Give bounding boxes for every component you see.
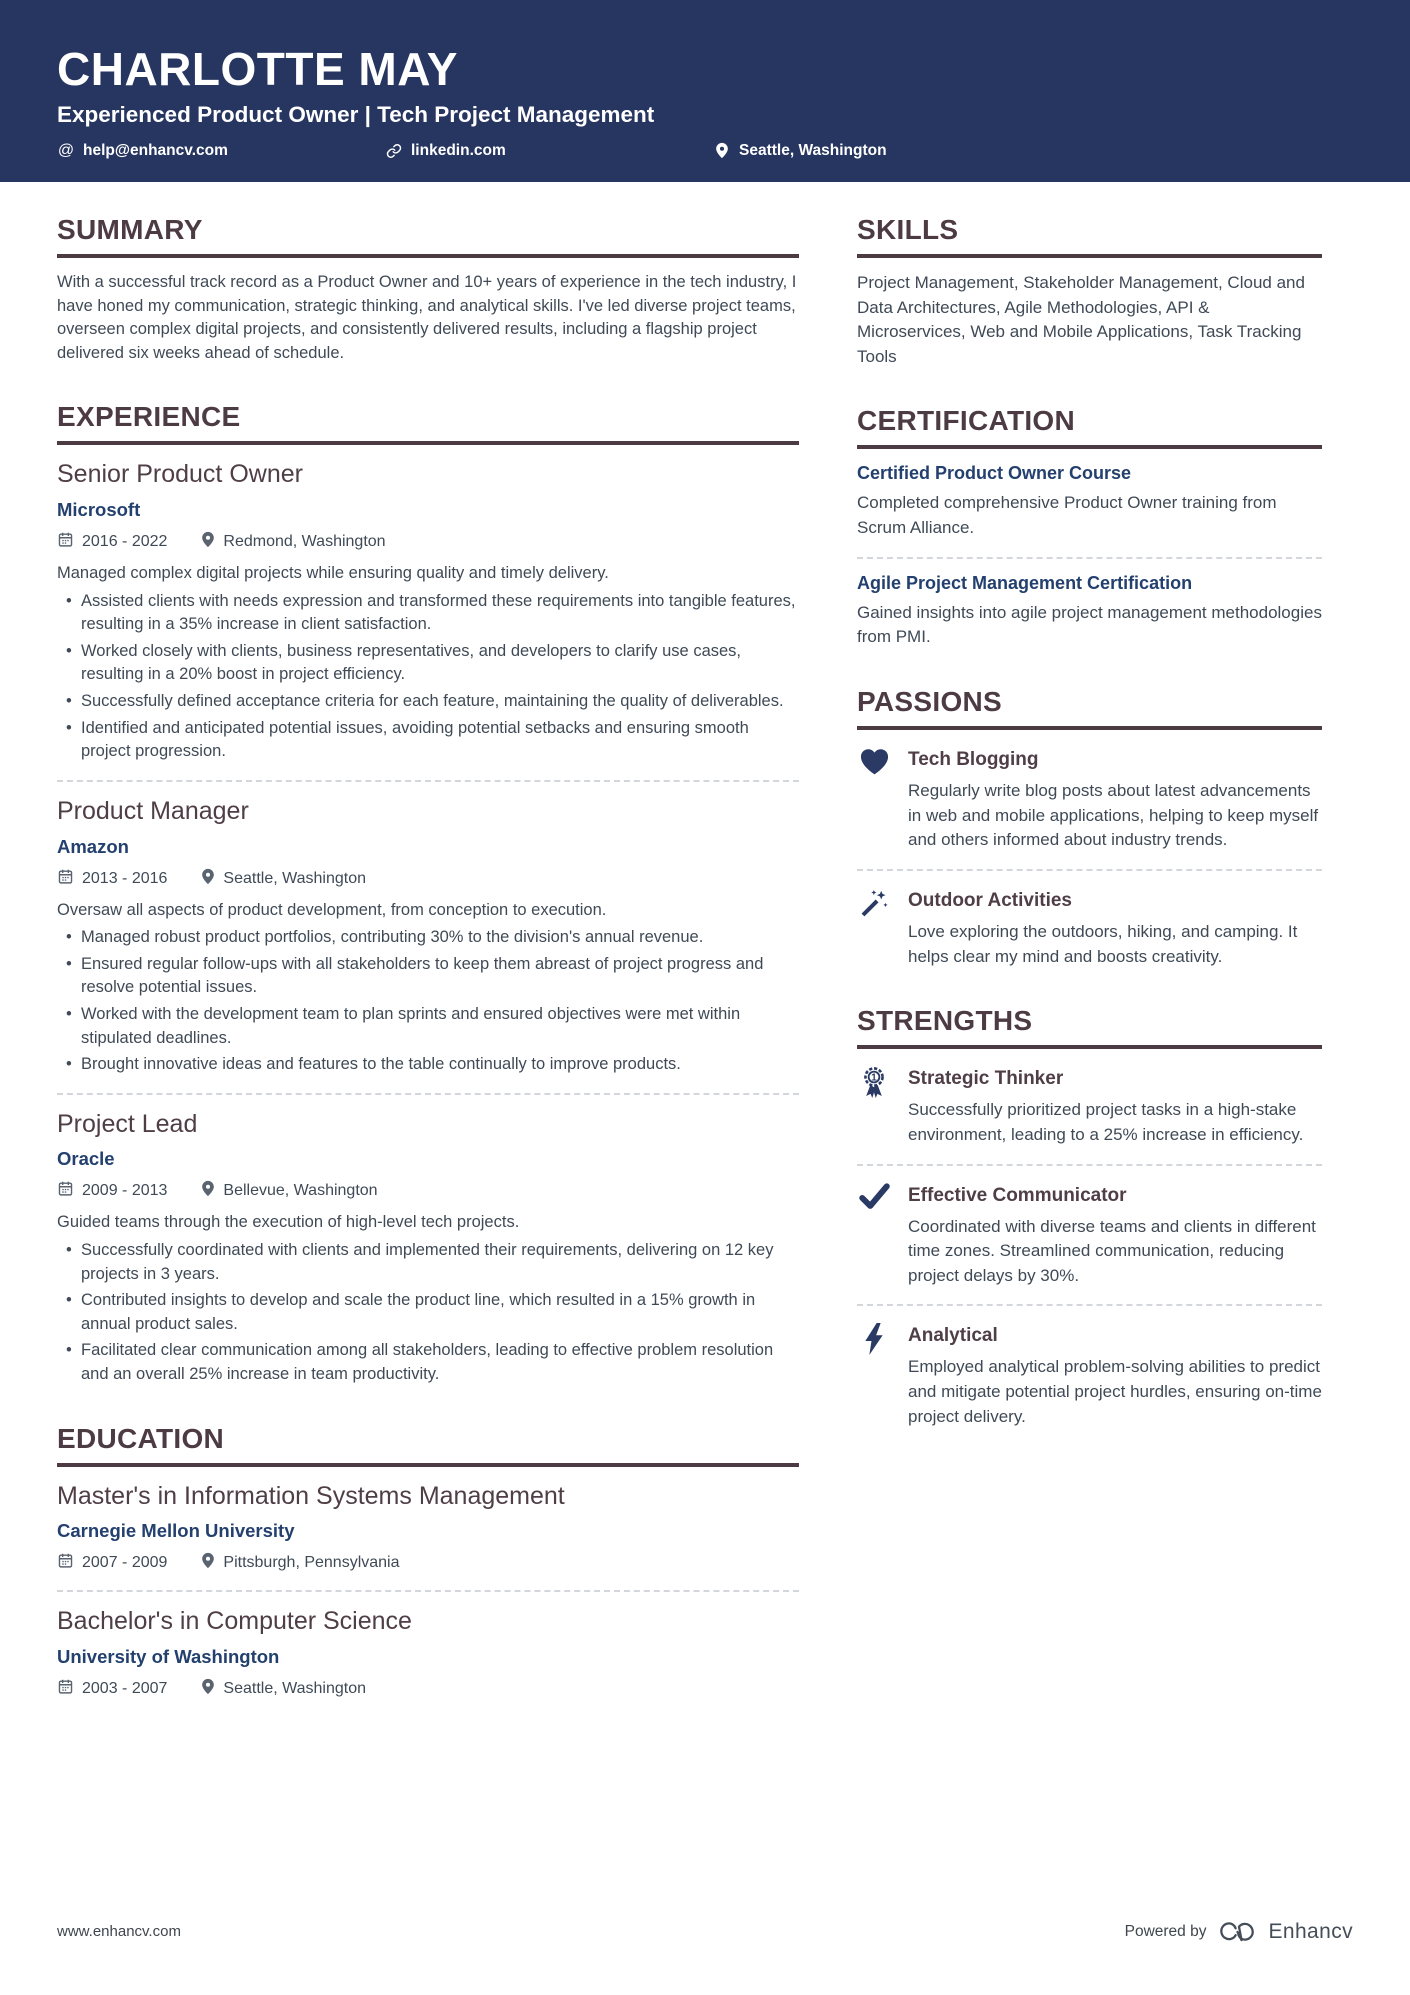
job-bullet: • Managed robust product portfolios, contributing 30% to the division's annual revenue.	[81, 926, 799, 950]
job-meta	[57, 1180, 799, 1202]
education-entry	[57, 1607, 799, 1700]
job-meta	[57, 868, 799, 890]
job-bullets	[57, 1239, 799, 1387]
education-entry	[57, 1482, 799, 1575]
strength-content	[908, 1065, 1322, 1147]
job-bullet: • Facilitated clear communication among all stakeholders, leading to effective problem resolution and an overall 25% increase in team productivity.	[81, 1339, 799, 1386]
job-dates	[57, 868, 167, 890]
education-meta	[57, 1552, 799, 1574]
experience-entry	[57, 460, 799, 764]
contact-email[interactable]	[57, 142, 385, 160]
candidate-name: CHARLOTTE MAY	[57, 43, 458, 95]
job-meta	[57, 531, 799, 553]
strength-entry	[857, 1065, 1322, 1147]
contact-linkedin[interactable]	[385, 142, 713, 160]
section-experience	[57, 401, 799, 1386]
svg-text:1: 1	[871, 1072, 877, 1084]
experience-entry	[57, 1110, 799, 1387]
location-icon	[201, 1552, 215, 1574]
company-name: Oracle	[57, 1148, 115, 1170]
strength-text: Employed analytical problem-solving abilities to predict and mitigate potential project hurdles, ensuring on-time project delivery.	[908, 1357, 1322, 1426]
dashed-divider	[57, 1590, 799, 1592]
job-bullet: • Identified and anticipated potential issues, avoiding potential setbacks and ensuring smooth project progression.	[81, 717, 799, 764]
contact-location	[713, 142, 887, 160]
dashed-divider	[857, 1164, 1322, 1166]
location-icon	[201, 1180, 215, 1202]
contact-linkedin-text: linkedin.com	[411, 141, 506, 159]
strength-title: Effective Communicator	[908, 1184, 1127, 1206]
skills-heading: SKILLS	[857, 214, 1322, 258]
dashed-divider	[857, 1304, 1322, 1306]
calendar-icon	[57, 531, 74, 553]
strength-title: Analytical	[908, 1325, 998, 1347]
company-name: Amazon	[57, 835, 129, 857]
job-bullet: • Worked with the development team to plan sprints and ensured objectives were met within stipulated deadlines.	[81, 1003, 799, 1050]
education-dates	[57, 1678, 167, 1700]
contact-row	[57, 142, 1353, 160]
section-summary	[57, 214, 799, 365]
section-strengths	[857, 1005, 1322, 1429]
job-dates	[57, 531, 167, 553]
company-name: Microsoft	[57, 499, 141, 521]
job-location-text: Redmond, Washington	[223, 533, 386, 551]
education-dates-text: 2003 - 2007	[82, 1680, 168, 1698]
job-dates-text: 2009 - 2013	[82, 1182, 168, 1200]
headline: Experienced Product Owner | Tech Project Management	[57, 101, 655, 127]
education-location-text: Seattle, Washington	[223, 1680, 367, 1698]
school-name: Carnegie Mellon University	[57, 1520, 295, 1542]
passions-heading: PASSIONS	[857, 686, 1322, 730]
job-title: Project Lead	[57, 1109, 198, 1138]
school-name: University of Washington	[57, 1646, 280, 1668]
job-bullets	[57, 590, 799, 764]
passion-title: Outdoor Activities	[908, 889, 1072, 911]
job-dates	[57, 1180, 167, 1202]
powered-by-label: Powered by	[1124, 1922, 1207, 1940]
job-bullet: • Assisted clients with needs expression and transformed these requirements into tangible features, resulting in a 35% increase in client satisfaction.	[81, 590, 799, 637]
calendar-icon	[57, 868, 74, 890]
certification-title: Agile Project Management Certification	[857, 572, 1193, 593]
certification-heading: CERTIFICATION	[857, 405, 1322, 449]
location-icon	[201, 1678, 215, 1700]
footer-site-link[interactable]: www.enhancv.com	[57, 1923, 181, 1940]
enhancv-brand-text: Enhancv	[1268, 1919, 1353, 1943]
education-meta	[57, 1678, 799, 1700]
strength-text: Successfully prioritized project tasks in a high-stake environment, leading to a 25% increase in efficiency.	[908, 1100, 1304, 1144]
section-passions	[857, 686, 1322, 969]
calendar-icon	[57, 1678, 74, 1700]
passion-entry	[857, 887, 1322, 969]
job-title: Product Manager	[57, 796, 249, 825]
enhancv-logo-icon	[1217, 1918, 1257, 1945]
job-intro: Guided teams through the execution of high-level tech projects.	[57, 1213, 520, 1232]
summary-heading: SUMMARY	[57, 214, 799, 258]
powered-by[interactable]	[1125, 1918, 1353, 1945]
strengths-heading: STRENGTHS	[857, 1005, 1322, 1049]
job-location-text: Bellevue, Washington	[223, 1182, 378, 1200]
strength-text: Coordinated with diverse teams and clients in different time zones. Streamlined communication, reducing project delays by 30%.	[908, 1216, 1316, 1285]
certification-text: Completed comprehensive Product Owner training from Scrum Alliance.	[857, 493, 1277, 538]
location-icon	[713, 142, 731, 160]
dashed-divider	[857, 869, 1322, 871]
header	[0, 0, 1410, 182]
job-dates-text: 2016 - 2022	[82, 533, 168, 551]
check-icon	[857, 1182, 891, 1289]
passion-title: Tech Blogging	[908, 749, 1039, 771]
experience-heading: EXPERIENCE	[57, 401, 799, 445]
job-bullets	[57, 926, 799, 1077]
skills-text: Project Management, Stakeholder Management, Cloud and Data Architectures, Agile Methodologies, API & Microservices, Web and Mobile Applications, Task Tracking Tools	[857, 272, 1305, 366]
strength-entry	[857, 1322, 1322, 1429]
education-location-text: Pittsburgh, Pennsylvania	[223, 1554, 400, 1572]
job-bullet: • Successfully defined acceptance criteria for each feature, maintaining the quality of deliverables.	[81, 690, 799, 714]
strength-content	[908, 1322, 1322, 1429]
link-icon	[385, 142, 403, 160]
at-icon: @	[57, 141, 75, 159]
job-bullet: • Successfully coordinated with clients and implemented their requirements, delivering on 12 key projects in 3 years.	[81, 1239, 799, 1286]
passion-text: Regularly write blog posts about latest advancements in web and mobile applications, helping to keep myself and others informed about industry trends.	[908, 781, 1319, 850]
certification-entry	[857, 463, 1322, 540]
passion-text: Love exploring the outdoors, hiking, and camping. It helps clear my mind and boosts creativity.	[908, 921, 1298, 966]
passion-entry	[857, 746, 1322, 853]
lightning-icon	[857, 1322, 891, 1429]
footer	[57, 1918, 1353, 1945]
summary-text: With a successful track record as a Product Owner and 10+ years of experience in the tech industry, I have honed my communication, strategic thinking, and analytical skills. I've led diverse project teams, overseen complex digital projects, and consistently delivered results, including a flagship project delivered six weeks ahead of schedule.	[57, 272, 797, 362]
strength-content	[908, 1182, 1322, 1289]
section-skills	[857, 214, 1322, 370]
job-bullet: • Ensured regular follow-ups with all stakeholders to keep them abreast of project progress and resolve potential issues.	[81, 953, 799, 1000]
degree-title: Bachelor's in Computer Science	[57, 1607, 412, 1636]
dashed-divider	[57, 1093, 799, 1095]
magic-wand-icon	[857, 887, 891, 969]
job-location	[201, 1180, 377, 1202]
right-column	[857, 214, 1322, 1736]
heart-icon	[857, 746, 891, 853]
certification-title: Certified Product Owner Course	[857, 463, 1132, 484]
job-intro: Oversaw all aspects of product development, from conception to execution.	[57, 900, 607, 919]
education-location	[201, 1678, 366, 1700]
dashed-divider	[857, 557, 1322, 559]
location-icon	[201, 531, 215, 553]
job-bullet: • Contributed insights to develop and scale the product line, which resulted in a 15% growth in annual product sales.	[81, 1289, 799, 1336]
education-dates	[57, 1552, 167, 1574]
job-location-text: Seattle, Washington	[223, 869, 367, 887]
strength-entry	[857, 1182, 1322, 1289]
job-title: Senior Product Owner	[57, 460, 303, 489]
left-column	[57, 214, 799, 1736]
job-intro: Managed complex digital projects while ensuring quality and timely delivery.	[57, 564, 609, 583]
job-location	[201, 868, 366, 890]
section-certification	[857, 405, 1322, 650]
passion-content	[908, 887, 1322, 969]
calendar-icon	[57, 1180, 74, 1202]
experience-entry	[57, 797, 799, 1077]
section-education	[57, 1423, 799, 1701]
certification-entry	[857, 573, 1322, 650]
location-icon	[201, 868, 215, 890]
education-dates-text: 2007 - 2009	[82, 1554, 168, 1572]
degree-title: Master's in Information Systems Management	[57, 1481, 565, 1510]
contact-email-text: help@enhancv.com	[83, 141, 228, 159]
calendar-icon	[57, 1552, 74, 1574]
dashed-divider	[57, 780, 799, 782]
education-heading: EDUCATION	[57, 1423, 799, 1467]
job-dates-text: 2013 - 2016	[82, 869, 168, 887]
passion-content	[908, 746, 1322, 853]
job-bullet: • Worked closely with clients, business representatives, and developers to clarify use cases, resulting in a 20% boost in project efficiency.	[81, 640, 799, 687]
contact-location-text: Seattle, Washington	[739, 141, 887, 159]
education-location	[201, 1552, 399, 1574]
main-content	[0, 182, 1410, 1736]
job-bullet: • Brought innovative ideas and features to the table continually to improve products.	[81, 1053, 799, 1077]
job-location	[201, 531, 385, 553]
strength-title: Strategic Thinker	[908, 1068, 1064, 1090]
certification-text: Gained insights into agile project management methodologies from PMI.	[857, 602, 1322, 647]
medal-icon	[857, 1065, 891, 1147]
